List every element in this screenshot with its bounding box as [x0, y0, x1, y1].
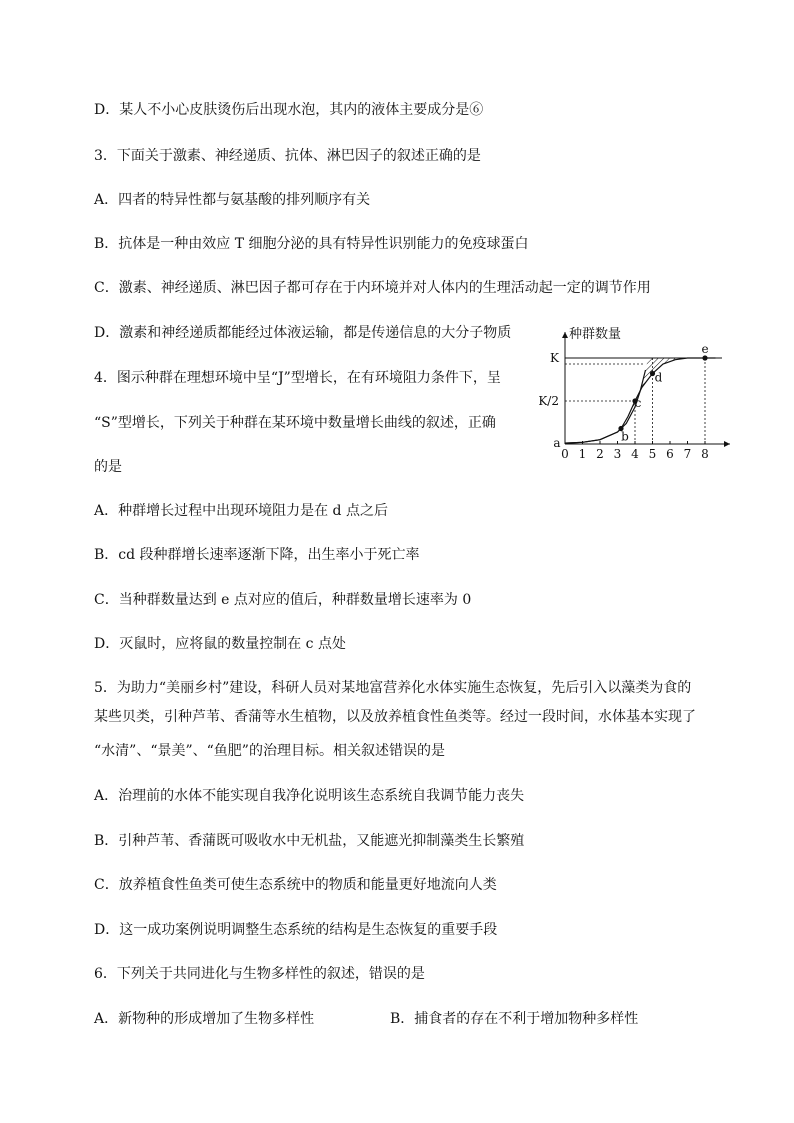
point-label-d: d [654, 370, 663, 385]
q4-option-c: C．当种群数量达到 e 点对应的值后，种群数量增长速率为 0 [94, 592, 472, 608]
q5-option-d: D．这一成功案例说明调整生态系统的结构是生态恢复的重要手段 [94, 922, 498, 938]
q3-stem: 3．下面关于激素、神经递质、抗体、淋巴因子的叙述正确的是 [94, 148, 481, 164]
y-axis-arrow [562, 332, 568, 338]
x-axis-arrow [724, 441, 730, 447]
q6-option-a: A．新物种的形成增加了生物多样性 [94, 1011, 315, 1027]
x-tick-1: 1 [578, 447, 587, 461]
x-tick-0: 0 [561, 447, 569, 461]
point-label-e: e [701, 342, 709, 356]
population-growth-chart-svg [534, 318, 744, 474]
chart-title: 种群数量 [569, 327, 622, 342]
q4-stem-line-1: 4．图示种群在理想环境中呈“J”型增长，在有环境阻力条件下，呈 [94, 370, 501, 386]
q6-option-b: B．捕食者的存在不利于增加物种多样性 [390, 1011, 639, 1027]
q4-option-d: D．灭鼠时，应将鼠的数量控制在 c 点处 [94, 636, 346, 652]
q3-option-a: A．四者的特异性都与氨基酸的排列顺序有关 [94, 192, 371, 208]
q5-option-b: B．引种芦苇、香蒲既可吸收水中无机盐，又能遮光抑制藻类生长繁殖 [94, 833, 525, 849]
x-tick-3: 3 [613, 447, 622, 461]
point-e [702, 355, 707, 360]
q4-option-a: A．种群增长过程中出现环境阻力是在 d 点之后 [94, 503, 388, 519]
point-label-a: a [553, 436, 561, 451]
x-tick-2: 2 [596, 447, 604, 461]
q2-option-d: D．某人不小心皮肤烫伤后出现水泡，其内的液体主要成分是⑥ [94, 102, 484, 118]
x-tick-6: 6 [666, 447, 674, 461]
population-growth-chart [534, 318, 744, 474]
x-tick-4: 4 [631, 447, 639, 461]
q4-option-b: B．cd 段种群增长速率逐渐下降，出生率小于死亡率 [94, 547, 420, 563]
q5-option-c: C．放养植食性鱼类可使生态系统中的物质和能量更好地流向人类 [94, 877, 497, 893]
y-tick-K-half: K/2 [538, 394, 559, 408]
q5-stem-line-2: 某些贝类，引种芦苇、香蒲等水生植物，以及放养植食性鱼类等。经过一段时间，水体基本实现了 [94, 709, 696, 725]
y-tick-K: K [550, 351, 559, 365]
point-label-b: b [621, 429, 629, 444]
q3-option-c: C．激素、神经递质、淋巴因子都可存在于内环境并对人体内的生理活动起一定的调节作用 [94, 280, 651, 296]
q5-stem-line-1: 5．为助力“美丽乡村”建设，科研人员对某地富营养化水体实施生态恢复，先后引入以藻类为食的 [94, 680, 692, 696]
x-tick-5: 5 [648, 447, 657, 461]
q6-stem: 6．下列关于共同进化与生物多样性的叙述，错误的是 [94, 966, 425, 982]
q3-option-d: D．激素和神经递质都能经过体液运输，都是传递信息的大分子物质 [94, 325, 512, 341]
x-tick-8: 8 [701, 447, 709, 461]
q4-stem-line-2: “S”型增长，下列关于种群在某环境中数量增长曲线的叙述，正确 [94, 415, 496, 431]
q4-stem-line-3: 的是 [94, 459, 122, 475]
point-label-c: c [634, 396, 642, 410]
q3-option-b: B．抗体是一种由效应 T 细胞分泌的具有特异性识别能力的免疫球蛋白 [94, 236, 529, 252]
q5-stem-line-3: “水清”、“景美”、“鱼肥”的治理目标。相关叙述错误的是 [94, 743, 445, 759]
x-tick-7: 7 [683, 447, 692, 461]
q5-option-a: A．治理前的水体不能实现自我净化说明该生态系统自我调节能力丧失 [94, 788, 525, 804]
